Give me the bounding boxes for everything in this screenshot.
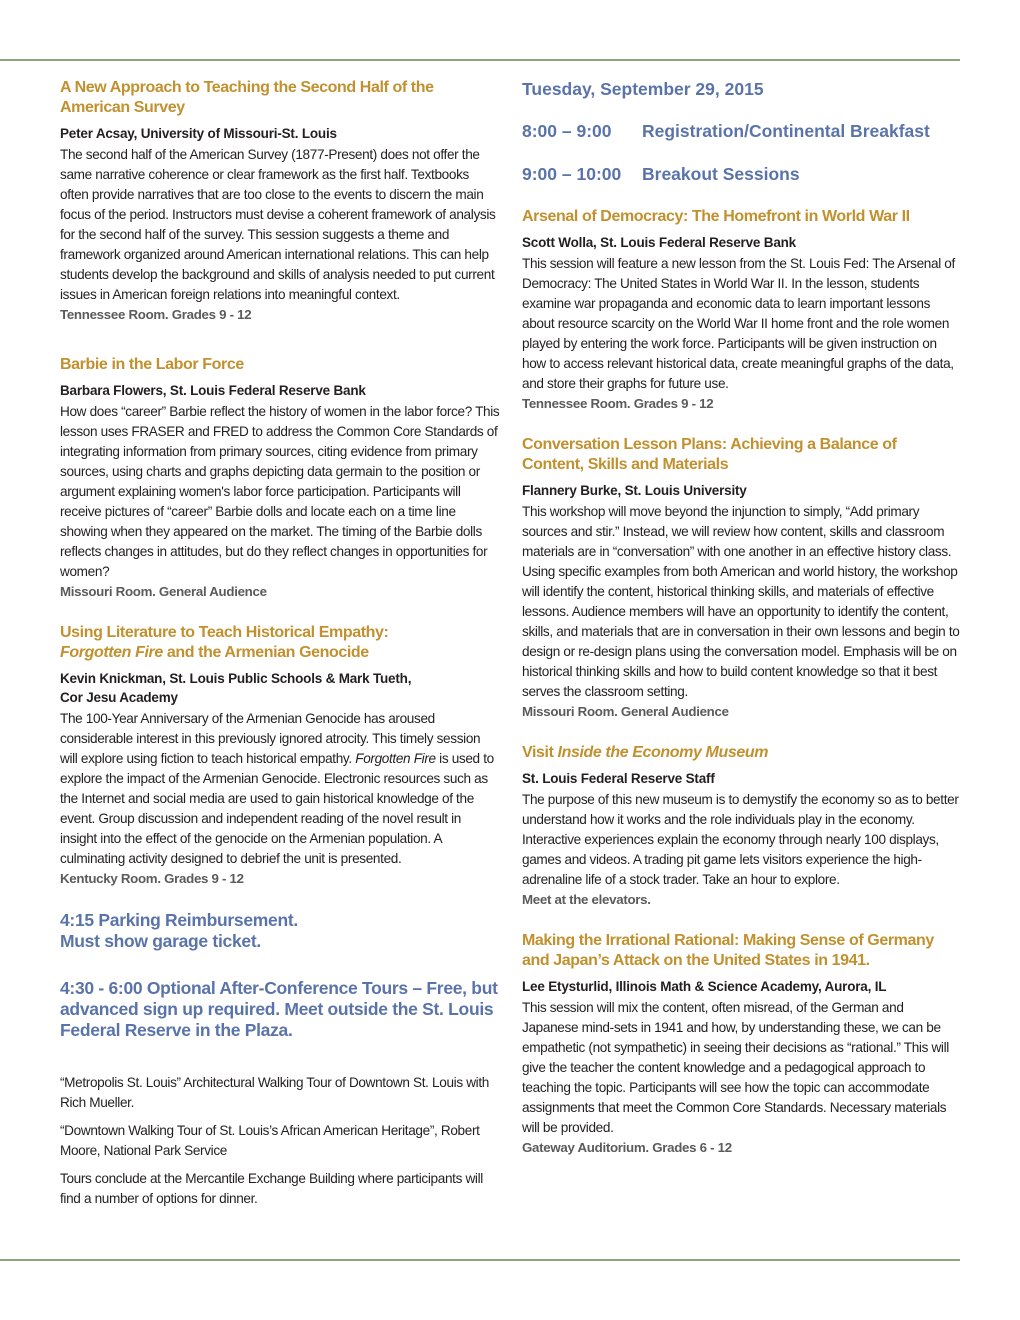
schedule-row [522,163,962,185]
desc-part2: is used to explore the impact of the Armenian Genocide. Electronic resources such as the Internet and social media are used to gain historical knowledge of the event. Group discussion and independent reading of the novel result in insight into the effect of the genocide on the Armenian population. A culminating activity designed to debrief the unit is presented. [60,751,494,866]
day-title: Tuesday, September 29, 2015 [522,79,764,99]
top-divider [0,59,960,61]
session-description: How does “career” Barbie reflect the history of women in the labor force? This lesson uses FRASER and FRED to address the Common Core Standards of integrating information from primary sources, citing evidence from primary sources, using charts and graphs depicting data germain to the position or argument explaining women's labor force participation. Participants will receive pictures of “career” Barbie dolls and locate each on a time line showing when they appeared on the market. The timing of the Barbie dolls reflects changes in attitudes, but do they reflect changes in opportunities for women? [60,404,500,579]
session-presenter: Lee Etysturlid, Illinois Math & Science Academy, Aurora, IL [522,979,887,994]
session-title: Conversation Lesson Plans: Achieving a Balance of Content, Skills and Materials [522,436,897,473]
session-literature [60,623,500,889]
session-presenter: Barbara Flowers, St. Louis Federal Reserve Bank [60,383,366,398]
schedule-label: Breakout Sessions [642,164,800,184]
session-description: The purpose of this new museum is to demystify the economy so as to better understand how it works and the role individuals play in the economy. Interactive experiences explain the economy through nearly 100 displays, games and videos. A trading pit game lets visitors experience the high-adrenaline life of a stock trader. Take an hour to explore. [522,792,959,887]
session-title-rest: and the Armenian Genocide [162,644,369,661]
session-room: Tennessee Room. Grades 9 - 12 [522,396,714,411]
session-presenter [60,669,500,707]
title-prefix: Visit [522,744,558,761]
session-room: Gateway Auditorium. Grades 6 - 12 [522,1140,732,1155]
session-arsenal [522,207,962,414]
session-description [60,709,500,869]
schedule-time: 9:00 – 10:00 [522,164,622,184]
schedule-label: Registration/Continental Breakfast [642,121,930,141]
session-title: Making the Irrational Rational: Making Sense of Germany and Japan’s Attack on the United States in 1941. [522,932,934,969]
session-title: Arsenal of Democracy: The Homefront in World War II [522,208,910,225]
session-room: Kentucky Room. Grades 9 - 12 [60,871,244,886]
tour-item: Tours conclude at the Mercantile Exchange Building where participants will find a number of options for dinner. [60,1171,483,1206]
desc-part1: The 100-Year Anniversary of the Armenian Genocide has aroused considerable interest in this previously ignored atrocity. This timely session will explore using fiction to teach historical empathy. [60,711,481,766]
session-irrational [522,931,962,1158]
session-american-survey [60,78,500,325]
parking-notice [60,910,500,952]
bottom-divider [0,1259,960,1261]
right-column [522,78,962,1179]
session-barbie [60,355,500,602]
title-italic: Inside the Economy Museum [557,744,769,761]
session-description: This session will feature a new lesson from the St. Louis Fed: The Arsenal of Democracy: The United States in World War II. In the lesson, students examine war propaganda and economic data to learn important lessons about resource scarcity on the World War II home front and the role women played by entering the work force. Participants will be given instruction on how to access relevant historical data, create meaningful graphs of the data, and store their graphs for future use. [522,256,955,391]
presenter-line2: Cor Jesu Academy [60,690,178,705]
tours-heading: 4:30 - 6:00 Optional After-Conference Tours – Free, but advanced sign up required. Meet outside the St. Louis Federal Reserve in the Plaza. [60,978,498,1040]
parking-line1: 4:15 Parking Reimbursement. [60,910,298,930]
left-column [60,78,500,1217]
session-title: Barbie in the Labor Force [60,356,244,373]
schedule-time: 8:00 – 9:00 [522,121,612,141]
session-title [60,623,500,663]
tour-item: “Downtown Walking Tour of St. Louis’s African American Heritage”, Robert Moore, National Park Service [60,1123,480,1158]
session-title-line1: Using Literature to Teach Historical Empathy: [60,624,389,641]
session-description: The second half of the American Survey (1877-Present) does not offer the same narrative coherence or clear framework as the first half. Textbooks often provide narratives that are too close to the events to discern the main focus of the period. Instructors must devise a coherent framework of analysis for the second half of the survey. This session suggests a theme and framework organized around American international relations. This can help students develop the background and skills of analysis needed to put current issues in American foreign relations into meaningful context. [60,147,496,302]
desc-italic-title: Forgotten Fire [355,751,436,766]
session-title [522,743,962,763]
session-title: A New Approach to Teaching the Second Half of the American Survey [60,79,434,116]
session-description: This workshop will move beyond the injunction to simply, “Add primary sources and stir.” Instead, we will review how content, skills and classroom materials are in “conversation” with one another in an effective history class. Using specific examples from both American and world history, the workshop will identify the content, historical thinking skills, and materials of effective lessons. Audience members will have an opportunity to identify the content, skills, and materials that are in conversation in their own lessons and begin to design or re-design plans using the conversation model. Emphasis will be on historical thinking skills and how to build content knowledge so that it best serves the classroom setting. [522,504,960,699]
presenter-line1: Kevin Knickman, St. Louis Public Schools & Mark Tueth, [60,671,412,686]
schedule-row [522,120,962,142]
parking-line2: Must show garage ticket. [60,931,261,951]
session-title-italic: Forgotten Fire [60,644,163,661]
session-presenter: Peter Acsay, University of Missouri-St. Louis [60,126,337,141]
session-presenter: St. Louis Federal Reserve Staff [522,771,715,786]
session-conversation [522,435,962,722]
session-presenter: Flannery Burke, St. Louis University [522,483,747,498]
session-room: Missouri Room. General Audience [522,704,729,719]
session-description: This session will mix the content, often misread, of the German and Japanese mind-sets in 1941 and how, by understanding these, we can be empathetic (not sympathetic) in seeing their decisions as “rational.” This will give the teacher the content knowledge and a pedagogical approach to teaching the topic. Participants will see how the topic can accommodate assignments that meet the Common Core Standards. Necessary materials will be provided. [522,1000,949,1135]
tour-item: “Metropolis St. Louis” Architectural Walking Tour of Downtown St. Louis with Rich Mueller. [60,1075,489,1110]
session-museum [522,743,962,910]
session-presenter: Scott Wolla, St. Louis Federal Reserve Bank [522,235,796,250]
session-room: Meet at the elevators. [522,892,651,907]
session-room: Tennessee Room. Grades 9 - 12 [60,307,252,322]
session-room: Missouri Room. General Audience [60,584,267,599]
